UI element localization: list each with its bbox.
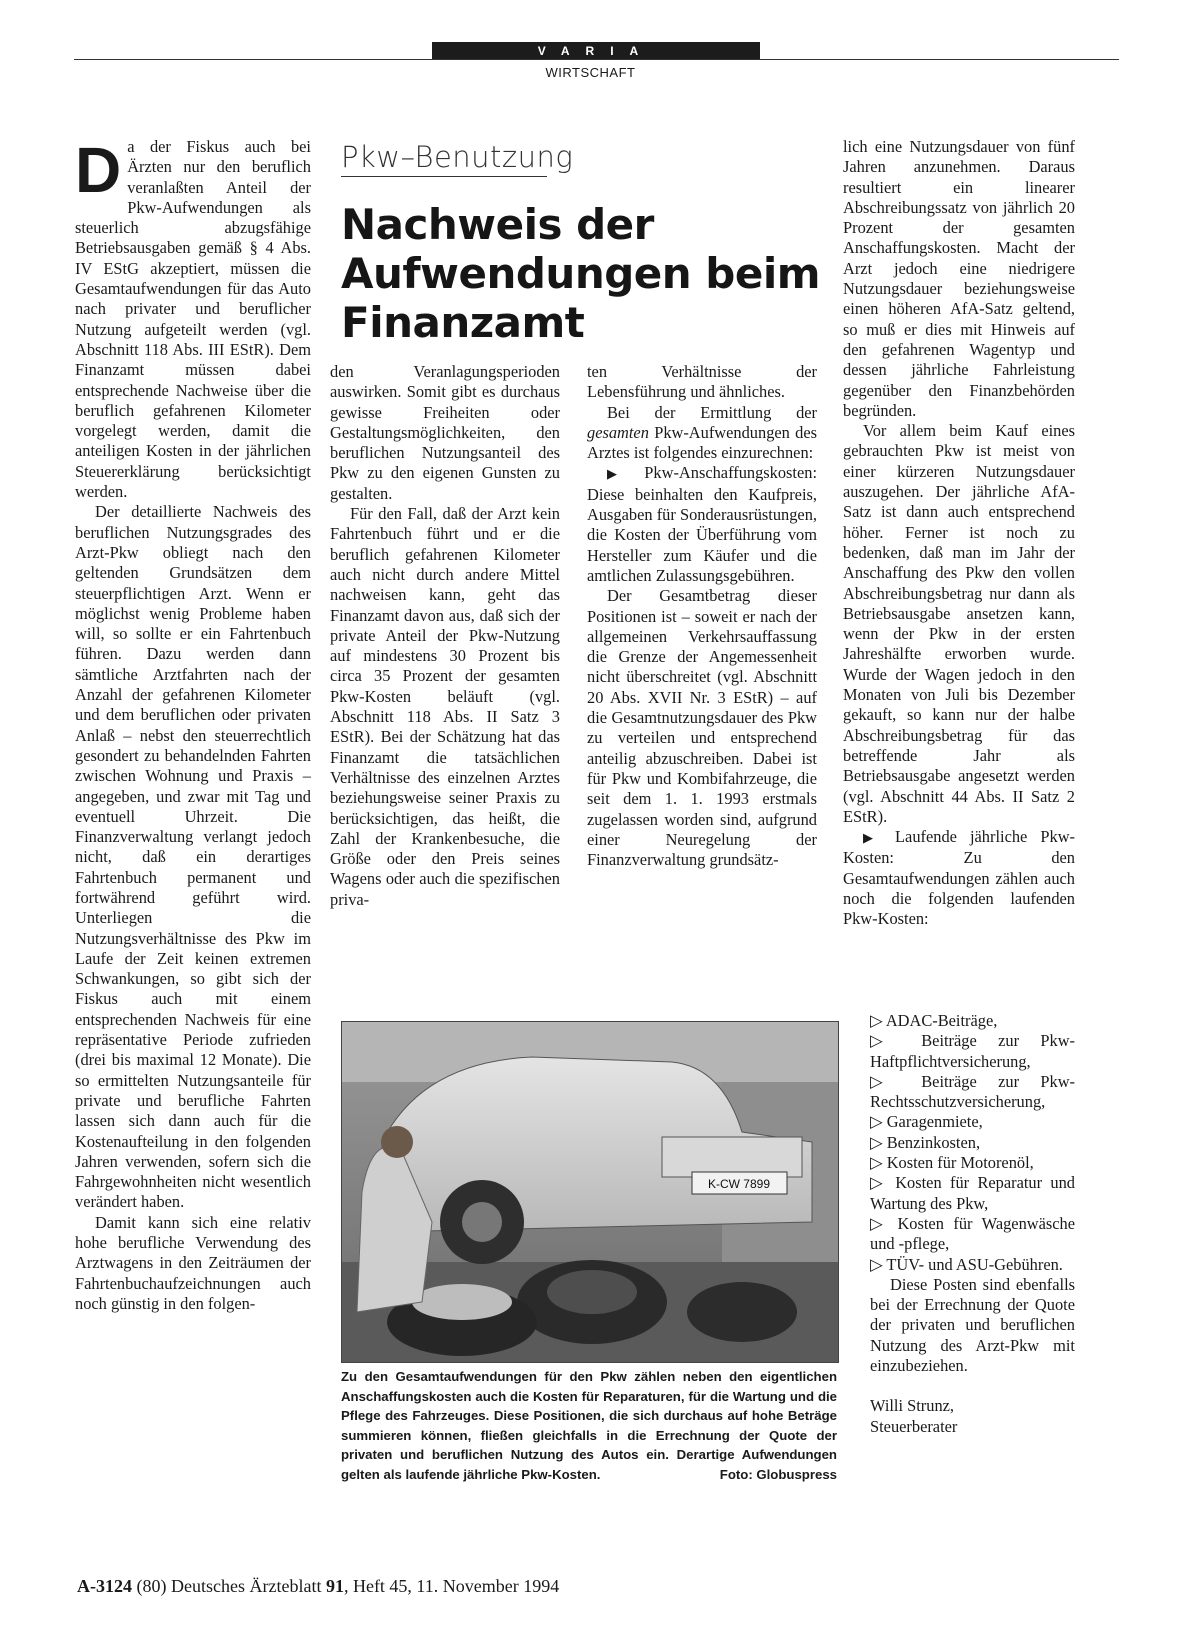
car-photo-illustration: [342, 1022, 838, 1362]
author-name: Willi Strunz,: [870, 1396, 955, 1416]
journal-volume: 91: [325, 1576, 344, 1596]
list-item: ▷ Kosten für Reparatur und Wartung des Pkw,: [870, 1173, 1076, 1213]
triangle-icon: ▷: [870, 1011, 883, 1030]
col2-paragraph-2: Für den Fall, daß der Arzt kein Fahrtenbuch führt und er die beruflich gefahrenen Kilometer auch nicht durch andere Mittel nachweisen kann, geht das Finanzamt davon aus, daß sich der private Anteil der Pkw-Nutzung auf mindestens 30 Prozent bis circa 35 Prozent der gesamten Pkw-Kosten beläuft (vgl. Abschnitt 118 Abs. II Satz 3 EStR). Bei der Schätzung hat das Finanzamt die tatsächlichen Verhältnisse des einzelnen Arztes beziehungsweise seiner Praxis zu berücksichtigen, das heißt, die Zahl der Krankenbesuche, die Größe oder den Preis seines Wagens oder auch die spezifischen priva-: [330, 504, 560, 909]
list-item: ▷ Beiträge zur Pkw-Haftpflichtversicherung,: [870, 1031, 1075, 1071]
photo-caption: [341, 1367, 837, 1484]
bullet-arrow-icon: ▶: [863, 830, 882, 846]
list-item: ▷ Benzinkosten,: [870, 1132, 981, 1152]
issue-info: , Heft 45, 11. November 1994: [343, 1576, 560, 1596]
col2-paragraph-1: den Veranlagungsperioden auswirken. Somit gibt es durchaus gewisse Freiheiten oder Gestaltungsmöglichkeiten, den beruflichen Nutzungsanteil des Pkw zu den eigenen Gunsten zu gestalten.: [330, 362, 560, 503]
col3-paragraph-1: ten Verhältnisse der Lebensführung und ähnliches.: [587, 362, 817, 402]
page-footer: [77, 1576, 559, 1597]
list-item: ▷ TÜV- und ASU-Gebühren.: [870, 1254, 1063, 1274]
column-3: [587, 362, 817, 870]
triangle-icon: ▷: [870, 1132, 883, 1152]
col3-paragraph-4: Der Gesamtbetrag dieser Positionen ist – soweit er nach der allgemeinen Verkehrsauffassung die Grenze der Angemessenheit nicht überschreitet (vgl. Abschnitt 20 Abs. XVII Nr. 3 EStR) – auf die Gesamtnutzungsdauer des Pkw zu verteilen und entsprechend anteilig abzuschreiben. Dabei ist für Pkw und Kombifahrzeuge, die seit dem 1. 1. 1993 erstmals zugelassen worden sind, aufgrund einer Neuregelung der Finanzverwaltung grundsätz-: [587, 586, 817, 870]
list-item: ▷ Kosten für Motorenöl,: [870, 1153, 1034, 1173]
section-label: WIRTSCHAFT: [545, 65, 636, 80]
header-rule: [74, 59, 1119, 60]
photo-credit: Foto: Globuspress: [719, 1466, 837, 1482]
kicker-rule: [341, 176, 547, 177]
triangle-icon: ▷: [870, 1112, 883, 1132]
license-plate: K-CW 7899: [707, 1177, 771, 1191]
triangle-icon: ▷: [870, 1254, 883, 1274]
cost-list: [870, 1011, 1075, 1437]
list-item: ▷ ADAC-Beiträge,: [870, 1011, 998, 1030]
bullet-arrow-icon: ▶: [607, 466, 629, 482]
col4-paragraph-4: Diese Posten sind ebenfalls bei der Errechnung der Quote der privaten und beruflichen Nutzung des Arzt-Pkw mit einzubeziehen.: [870, 1274, 1075, 1376]
page-number: (80): [136, 1576, 167, 1596]
col4-paragraph-2: Vor allem beim Kauf eines gebrauchten Pkw ist meist von einer kürzeren Nutzungsdauer auszugehen. Der jährliche AfA-Satz ist dann auch entsprechend höher. Ferner ist noch zu bedenken, daß man im Jahr der Anschaffung des Pkw den vollen Abschreibungsbetrag nur dann als Betriebsausgabe ansetzen kann, wenn der Pkw in der ersten Jahreshälfte erworben wurde. Wurde der Wagen jedoch in den Monaten von Juli bis Dezember gekauft, so kann nur der halbe Abschreibungsbetrag für das betreffende Jahr als Betriebsausgabe angesetzt werden (vgl. Abschnitt 44 Abs. II Satz 2 EStR).: [843, 421, 1075, 826]
list-item: ▷ Garagenmiete,: [870, 1112, 983, 1132]
triangle-icon: ▷: [870, 1071, 900, 1091]
triangle-icon: ▷: [870, 1173, 887, 1193]
triangle-icon: ▷: [870, 1213, 888, 1233]
page-code: A-3124: [77, 1576, 132, 1596]
col3-paragraph-2: Bei der Ermittlung der gesamten Pkw-Aufwendungen des Arztes ist folgendes einzurechnen:: [587, 402, 817, 463]
caption-text: Zu den Gesamtaufwendungen für den Pkw zählen neben den eigentlichen Anschaffungskosten auch die Kosten für Reparaturen, für die Wartung und die Pflege des Fahrzeuges. Diese Positionen, die sich durchaus auf hohe Beträge summieren können, fließen gleichfalls in die Errechnung der Quote der privaten und beruflichen Nutzung des Autos ein. Derartige Aufwendungen gelten als laufende jährliche Pkw-Kosten.: [341, 1369, 837, 1482]
car-photo: [341, 1021, 839, 1363]
article-headline: Nachweis der Aufwendungen beim Finanzamt: [341, 200, 821, 347]
list-item: ▷ Kosten für Wagenwäsche und -pflege,: [870, 1213, 1075, 1254]
column-4: [843, 137, 1075, 930]
article-kicker: Pkw–Benutzung: [341, 140, 574, 174]
column-1: [75, 134, 311, 1314]
column-2: [330, 362, 560, 910]
author-role: Steuerberater: [870, 1416, 958, 1436]
journal-name: Deutsches Ärzteblatt: [171, 1576, 322, 1596]
col4-paragraph-3: ▶ Laufende jährliche Pkw-Kosten: Zu den Gesamtaufwendungen zählen auch noch die folgenden laufenden Pkw-Kosten:: [843, 827, 1075, 929]
list-item: ▷ Beiträge zur Pkw-Rechtsschutzversicherung,: [870, 1071, 1075, 1112]
dropcap: D: [75, 134, 122, 206]
col4-paragraph-1: lich eine Nutzungsdauer von fünf Jahren anzunehmen. Daraus resultiert ein linearer Abschreibungssatz von jährlich 20 Prozent der gesamten Anschaffungskosten. Macht der Arzt jedoch eine niedrigere Nutzungsdauer beziehungsweise einen höheren AfA-Satz geltend, so muß er dies mit Hinweis auf den gefahrenen Wagentyp und dessen jährliche Fahrleistung gegenüber den Finanzbehörden begründen.: [843, 137, 1075, 420]
col1-paragraph-2: Der detaillierte Nachweis des beruflichen Nutzungsgrades des Arzt-Pkw obliegt nach den geltenden Grundsätzen dem steuerpflichtigen Arzt. Wenn er möglichst wenig Probleme haben will, so sollte er ein Fahrtenbuch führen. Dazu werden dann sämtliche Arztfahrten nach der Anzahl der gefahrenen Kilometer und dem beruflichen oder privaten Anlaß – nebst den steuerrechtlich gesondert zu behandelnden Fahrten zwischen Wohnung und Praxis – angegeben, und zwar mit Tag und eventuell Uhrzeit. Die Finanzverwaltung verlangt jedoch nicht, daß ein derartiges Fahrtenbuch permanent und fortwährend geführt wird. Unterliegen die Nutzungsverhältnisse des Pkw im Laufe der Zeit keinen extremen Schwankungen, so gibt sich der Fiskus auch mit einem entsprechenden Nachweis für eine repräsentative Periode zufrieden (drei bis maximal 12 Monate). Die so ermittelten Nutzungsanteile für private und berufliche Fahrten lassen sich dann auch für die Kostenaufteilung in den folgenden Jahren verwenden, sofern sich die Fahrgewohnheiten nicht wesentlich verändert haben.: [75, 502, 311, 1212]
triangle-icon: ▷: [870, 1031, 900, 1051]
varia-banner: VARIA: [432, 42, 760, 60]
col3-paragraph-3: ▶ Pkw-Anschaffungskosten: Diese beinhalten den Kaufpreis, Ausgaben für Sonderausrüstungen, die Kosten der Überführung vom Hersteller zum Käufer und die amtlichen Zulassungsgebühren.: [587, 463, 818, 585]
triangle-icon: ▷: [870, 1153, 883, 1173]
col1-paragraph-1: a der Fiskus auch bei Ärzten nur den beruflich veranlaßten Anteil der Pkw-Aufwendungen als steuerlich abzugsfähige Betriebsausgaben gemäß § 4 Abs. IV EStG akzeptiert, müssen die Gesamtaufwendungen für das Auto nach privater und beruflicher Nutzung aufgeteilt werden (vgl. Abschnitt 118 Abs. III EStR). Dem Finanzamt müssen dabei entsprechende Nachweise über die beruflich gefahrenen Kilometer vorgelegt werden, damit die anteiligen Kosten in der jährlichen Steuererklärung berücksichtigt werden.: [75, 137, 311, 502]
col1-paragraph-3: Damit kann sich eine relativ hohe berufliche Verwendung des Arztwagens in den Zeiträumen der Fahrtenbuchaufzeichnungen auch noch günstig in den folgen-: [75, 1212, 311, 1313]
